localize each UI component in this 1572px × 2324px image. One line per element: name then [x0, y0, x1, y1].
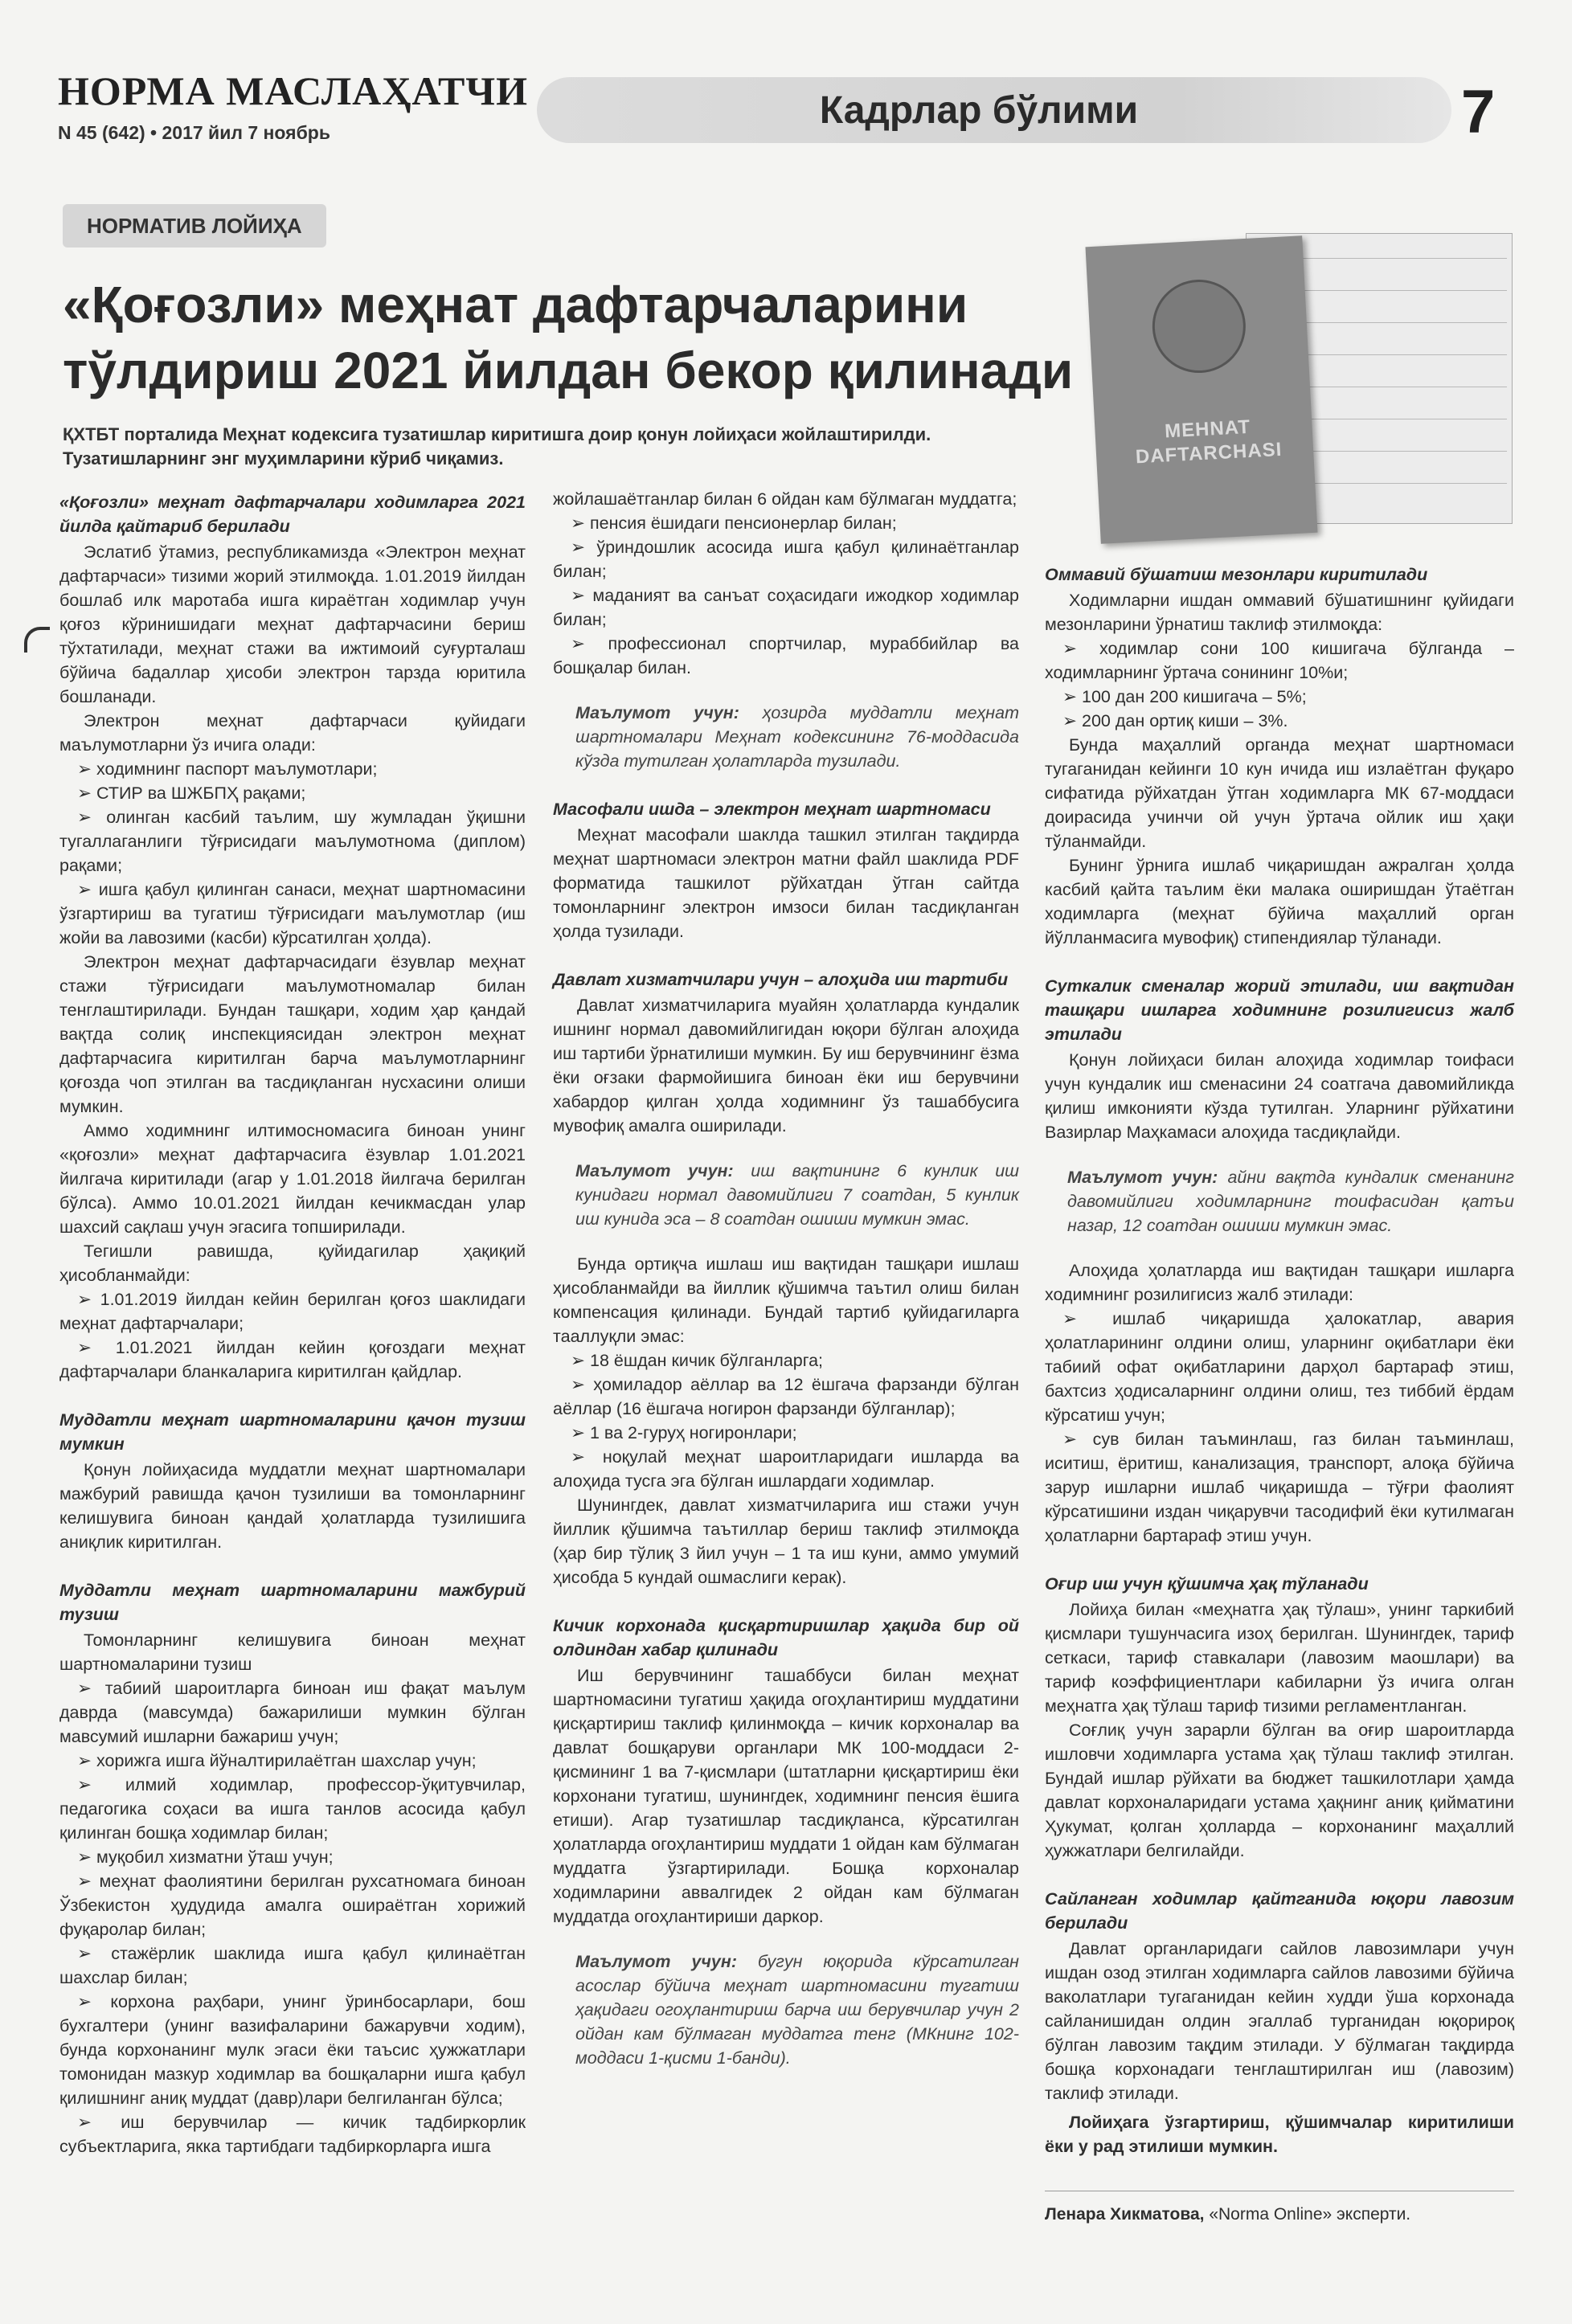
subheading: Давлат хизматчилари учун – алоҳида иш тартиби [553, 970, 1009, 989]
subheading: Муддатли меҳнат шартномаларини мажбурий тузиш [59, 1581, 526, 1624]
workbook-photo [1045, 217, 1511, 546]
page-fold-mark [24, 627, 50, 653]
paragraph: жойлашаётганлар билан 6 ойдан кам бўлмаган муддатга; [553, 489, 1017, 509]
info-note [575, 701, 1019, 773]
subheading: Кичик корхонада қисқартиришлар ҳақида бир ой олдиндан хабар қилинади [553, 1616, 1019, 1659]
info-note [575, 1159, 1019, 1231]
bullet-item: ➢ маданият ва санъат соҳасидаги ижодкор ходимлар билан; [553, 583, 1019, 632]
bullet-item: ➢ 1.01.2021 йилдан кейин қоғоздаги меҳнат дафтарчалари бланкаларига киритилган қайдлар. [59, 1336, 526, 1384]
bullet-item: ➢ ҳомиладор аёллар ва 12 ёшгача фарзанди бўлган аёллар (16 ёшгача ногирон фарзанди бўлганлар); [553, 1373, 1019, 1421]
newspaper-title: НОРМА МАСЛАҲАТЧИ [58, 68, 528, 113]
bullet-item: ➢ илмий ходимлар, профессор-ўқитувчилар, педагогика соҳаси ва ишга танлов асосида қабул қилинган бошқа ходимлар билан; [59, 1773, 526, 1845]
section-band [537, 77, 1451, 143]
note-text: иш вақтининг 6 кунлик иш кунидаги нормал давомийлиги 7 соатдан, 5 кунлик иш кунида эса – 8 соатдан ошиши мумкин эмас. [575, 1161, 1019, 1229]
bullet-item: ➢ ходимлар сони 100 кишигача бўлганда – ходимларнинг ўртача сонининг 10%и; [1045, 636, 1514, 685]
article-column-3 [1045, 563, 1514, 2227]
subheading: «Қоғозли» меҳнат дафтарчалари ходимларга 2021 йилда қайтариб берилади [59, 493, 526, 536]
paragraph: Меҳнат масофали шаклда ташкил этилган тақдирда меҳнат шартномаси электрон матни файл шаклида PDF форматида ташкилот рўйхатдан ўтган сайтда томонларнинг электрон имзоси билан тасдиқланган ҳолда тузилади. [553, 825, 1019, 941]
bullet-item: ➢ ходимнинг паспорт маълумотлари; [59, 757, 526, 781]
bullet-item: ➢ табиий шароитларга биноан иш фақат маълум даврда (мавсумда) бажарилиши мумкин бўлган мавсумий ишларни бажариш учун; [59, 1676, 526, 1749]
bullet-item: ➢ олинган касбий таълим, шу жумладан ўқишни тугаллаганлиги тўғрисидаги маълумотнома (диплом) рақами; [59, 805, 526, 878]
bullet-item: ➢ сув билан таъминлаш, газ билан таъминлаш, иситиш, ёритиш, канализация, транспорт, алоқа бўйича зарур ишларни ишлаб чиқаришда – тўғри фаолият кўрсатишини издан чиқарувчи тасодифий ёки кутилмаган ҳолатларни бартараф этиш учун. [1045, 1427, 1514, 1548]
bullet-item: ➢ 1.01.2019 йилдан кейин берилган қоғоз шаклидаги меҳнат дафтарчалари; [59, 1287, 526, 1336]
bullet-item: ➢ меҳнат фаолиятини берилган рухсатномага биноан Ўзбекистон ҳудудида амалга ошираётган хорижий фуқаролар билан; [59, 1869, 526, 1941]
bullet-item: ➢ ноқулай меҳнат шароитларидаги ишларда ва алоҳида тусга эга бўлган ишлардаги ходимлар. [553, 1445, 1019, 1493]
bullet-item: ➢ 18 ёшдан кичик бўлганларга; [553, 1348, 1019, 1373]
bullet-item: ➢ ишга қабул қилинган санаси, меҳнат шартномасини ўзгартириш ва тугатиш тўғрисидаги маълумотлар (иш жойи ва лавозими (касби) кўрсатилган ҳолда). [59, 878, 526, 950]
paragraph: Шунингдек, давлат хизматчиларига иш стажи учун йиллик қўшимча таътиллар бериш таклиф этилмоқда (ҳар бир тўлиқ 3 йил учун – 1 та иш куни, аммо умумий ҳисобда 5 кундай ошмаслиги керак). [553, 1495, 1019, 1587]
state-emblem-icon [1150, 277, 1248, 375]
bullet-item: ➢ 200 дан ортиқ киши – 3%. [1045, 709, 1514, 733]
workbook-cover [1086, 235, 1318, 544]
note-label: Маълумот учун: [1067, 1168, 1218, 1187]
bullet-item: ➢ корхона раҳбари, унинг ўринбосарлари, бош бухгалтери (унинг вазифаларини бажарувчи ходим), бунда корхонанинг мулк эгаси ёки таъсис ҳужжатлари томонидан мазкур ходимлар ва бошқаларни ишга қабул қилишнинг аниқ муддат (давр)лари белгиланган бўлса; [59, 1990, 526, 2110]
article-lead: ҚХТБТ порталида Меҳнат кодексига тузатишлар киритишга доир қонун лойиҳаси жойлаштирилди. Тузатишларнинг энг муҳимларини кўриб чиқамиз. [63, 424, 931, 468]
subheading: Суткалик сменалар жорий этилади, иш вақтидан ташқари ишларга ходимнинг розилигисиз жалб этилади [1045, 976, 1514, 1044]
bullet-item: ➢ СТИР ва ШЖБПҲ рақами; [59, 781, 526, 805]
workbook-title: MEHNAT DAFTARCHASI [1135, 415, 1283, 468]
paragraph: Аммо ходимнинг илтимосномасига биноан унинг «қоғозли» меҳнат дафтарчасига ёзувлар 1.01.2021 йилгача киритилади (агар у 1.01.2018 йилгача берилган бўлса). Аммо 10.01.2021 йилдан кечикмасдан улар шахсий сақлаш учун эгасига топширилади. [59, 1121, 526, 1237]
issue-info: N 45 (642) • 2017 йил 7 ноябрь [58, 122, 330, 143]
note-label: Маълумот учун: [575, 1161, 734, 1180]
bullet-item: ➢ иш берувчилар — кичик тадбиркорлик субъектларига, якка тартибдаги тадбиркорларга ишга [59, 2110, 526, 2158]
info-note [575, 1950, 1019, 2070]
paragraph: Эслатиб ўтамиз, республикамизда «Электрон меҳнат дафтарчаси» тизими жорий этилмоқда. 1.01.2019 йилдан бошлаб илк маротаба ишга кираётган ходимлар учун қоғоз кўринишидаги меҳнат дафтарчасини бериш тўхтатилади, меҳнат стажи ва ижтимоий суғурталаш бўйича бадаллар ҳисоби электрон тарзда юритила бошланади. [59, 542, 526, 706]
masthead [58, 68, 528, 144]
note-text: бугун юқорида кўрсатилган асослар бўйича меҳнат шартномасини тугатиш ҳақидаги огоҳлантириш барча иш берувчилар учун 2 ойдан кам бўлмаган муддатга тенг (МКнинг 102-моддаси 1-қисми 1-банди). [575, 1952, 1019, 2068]
paragraph: Электрон меҳнат дафтарчаси қуйидаги маълумотларни ўз ичига олади: [59, 711, 526, 755]
rubric-label: НОРМАТИВ ЛОЙИҲА [63, 204, 326, 248]
paragraph: Бунда ортиқча ишлаш иш вақтидан ташқари ишлаш ҳисобланмайди ва йиллик қўшимча таътил олиш билан компенсация қилинади. Бундай тартиб қуйидагиларга тааллуқли эмас: [553, 1254, 1019, 1346]
article-headline: «Қоғозли» меҳнат дафтарчаларини тўлдириш 2021 йилдан бекор қилинади [63, 276, 1074, 399]
paragraph: Алоҳида ҳолатларда иш вақтидан ташқари ишларга ходимнинг розилигисиз жалб этилади: [1045, 1261, 1514, 1304]
bullet-item: ➢ профессионал спортчилар, мураббийлар ва бошқалар билан. [553, 632, 1019, 680]
author-name: Ленара Хикматова, [1045, 2205, 1205, 2224]
bullet-item: ➢ муқобил хизматни ўташ учун; [59, 1845, 526, 1869]
bullet-item: ➢ 1 ва 2-гуруҳ ногиронлари; [553, 1421, 1019, 1445]
paragraph: Ходимларни ишдан оммавий бўшатишнинг қуйидаги мезонларини ўрнатиш таклиф этилмоқда: [1045, 591, 1514, 634]
note-text: ҳозирда муддатли меҳнат шартномалари Меҳнат кодексининг 76-моддасида кўзда тутилган ҳолатларда тузилади. [575, 703, 1019, 771]
note-label: Маълумот учун: [575, 1952, 738, 1971]
bullet-item: ➢ 100 дан 200 кишигача – 5%; [1045, 685, 1514, 709]
page-number: 7 [1461, 78, 1496, 146]
closing-note: Лойиҳага ўзгартириш, қўшимчалар киритилиши ёки у рад этилиши мумкин. [1045, 2113, 1514, 2156]
subheading: Сайланган ходимлар қайтганида юқори лавозим берилади [1045, 1889, 1514, 1933]
article-column-2 [553, 487, 1019, 2091]
paragraph: Томонларнинг келишувига биноан меҳнат шартномаларини тузиш [59, 1630, 526, 1674]
bullet-item: ➢ стажёрлик шаклида ишга қабул қилинаётган шахслар билан; [59, 1941, 526, 1990]
subheading: Масофали ишда – электрон меҳнат шартномаси [553, 800, 991, 819]
paragraph: Бунинг ўрнига ишлаб чиқаришдан ажралган ҳолда касбий қайта таълим ёки малака оширишдан ўтаётган ходимларга (меҳнат бўйича маҳаллий орган йўлланмасига мувофиқ) стипендиялар тўланади. [1045, 856, 1514, 947]
bullet-item: ➢ хорижга ишга йўналтирилаётган шахслар учун; [59, 1749, 526, 1773]
info-note [1067, 1165, 1514, 1238]
article-column-1 [59, 490, 526, 2158]
paragraph: Бунда маҳаллий органда меҳнат шартномаси тугаганидан кейинги 10 кун ичида иш излаётган фуқаро сифатида рўйхатдан ўтган ходимларга МК 67-моддаси доирасида учинчи ой учун ўртача ойлик иш ҳақи тўланмайди. [1045, 735, 1514, 851]
bullet-item: ➢ ишлаб чиқаришда ҳалокатлар, авария ҳолатларининг олдини олиш, уларнинг оқибатлари ёки табиий офат оқибатларини дарҳол бартараф этиш, бахтсиз ҳодисаларнинг олдини олиш, тез тиббий ёрдам кўрсатиш учун; [1045, 1307, 1514, 1427]
paragraph: Лойиҳа билан «меҳнатга ҳақ тўлаш», унинг таркибий қисмлари тушунчасига изоҳ берилган. Шунингдек, тариф сеткаси, тариф ставкалари (лавозим маошлари) ва тариф коэффициентлари кабиларни ўз ичига олган меҳнатга ҳақ тўлаш тариф тизими регламентланган. [1045, 1600, 1514, 1716]
paragraph: Электрон меҳнат дафтарчасидаги ёзувлар меҳнат стажи тўғрисидаги маълумотномалар билан тенглаштирилади. Бундан ташқари, ходим ҳар қандай вақтда солиқ инспекциясидан электрон меҳнат дафтарчасига киритилган барча маълумотларнинг қоғозда чоп этилган ва тасдиқланган нусхасини олиши мумкин. [59, 952, 526, 1116]
bullet-item: ➢ пенсия ёшидаги пенсионерлар билан; [553, 511, 1019, 535]
section-title: Кадрлар бўлими [819, 89, 1139, 132]
note-text: айни вақтда кундалик сменанинг давомийлиги ходимларнинг тоифасидан қатъи назар, 12 соатдан ошиши мумкин эмас. [1067, 1168, 1514, 1235]
paragraph: Тегишли равишда, қуйидагилар ҳақиқий ҳисобланмайди: [59, 1242, 526, 1285]
author-role: «Norma Online» эксперти. [1209, 2205, 1411, 2224]
bullet-item: ➢ ўриндошлик асосида ишга қабул қилинаётганлар билан; [553, 535, 1019, 583]
paragraph: Давлат органларидаги сайлов лавозимлари учун ишдан озод этилган ходимларга сайлов лавозими бўйича ваколатлари тугаганидан кейин худди ўша корхонада сайланишидан олдин эгаллаб турганидан юқорироқ бўлган лавозим тақдим этилади. У бўлмаган тақдирда бошқа корхонадаги тенглаштирилган иш (лавозим) таклиф этилади. [1045, 1939, 1514, 2103]
paragraph: Қонун лойиҳасида муддатли меҳнат шартномалари мажбурий равишда қачон тузилиши ва томонларнинг келишувига биноан қандай ҳолатларда тузилишига аниқлик киритилган. [59, 1460, 526, 1552]
note-label: Маълумот учун: [575, 703, 739, 722]
author-signature [1045, 2191, 1514, 2227]
paragraph: Қонун лойиҳаси билан алоҳида ходимлар тоифаси учун кундалик иш сменасини 24 соатгача давомийликда қилиш имконияти кўзда тутилган. Уларнинг рўйхатини Вазирлар Маҳкамаси алоҳида тасдиқлайди. [1045, 1050, 1514, 1142]
subheading: Оммавий бўшатиш мезонлари киритилади [1045, 565, 1428, 584]
paragraph: Давлат хизматчиларига муайян ҳолатларда кундалик ишнинг нормал давомийлигидан юқори бўлган алоҳида иш тартиби ўрнатилиши мумкин. Бу иш берувчининг ёзма ёки оғзаки фармойишига биноан ёки иш берувчини хабардор қилган ҳолда ходимнинг ўз ташаббусига мувофиқ амалга оширилади. [553, 996, 1019, 1135]
subheading: Муддатли меҳнат шартномаларини қачон тузиш мумкин [59, 1410, 526, 1454]
paragraph: Соғлиқ учун зарарли бўлган ва оғир шароитларда ишловчи ходимларга устама ҳақ тўлаш таклиф этилган. Бундай ишлар рўйхати ва бюджет ташкилотлари ҳамда давлат корхоналаридаги устама ҳақнинг аниқ қийматини Ҳукумат, қолган ҳолларда – корхонанинг маҳаллий ҳужжатлари белгилайди. [1045, 1720, 1514, 1860]
subheading: Оғир иш учун қўшимча ҳақ тўланади [1045, 1574, 1369, 1594]
paragraph: Иш берувчининг ташаббуси билан меҳнат шартномасини тугатиш ҳақида огоҳлантириш муддатини қисқартириш таклиф қилинмоқда – кичик корхоналар ва давлат бошқаруви органлари МК 100-моддаси 2-қисмининг 1 ва 7-қисмлари (штатларни қисқартириш ёки корхонани тугатиш, шунингдек, ходимнинг пенсия ёшига етиши). Агар тузатишлар тасдиқланса, кўрсатилган ҳолатларда огоҳлантириш муддати 1 ойдан кам бўлмаган муддатга ўзгартирилади. Бошқа корхоналар ходимларини аввалгидек 2 ойдан кам бўлмаган муддатда огоҳлантириши даркор. [553, 1666, 1019, 1926]
